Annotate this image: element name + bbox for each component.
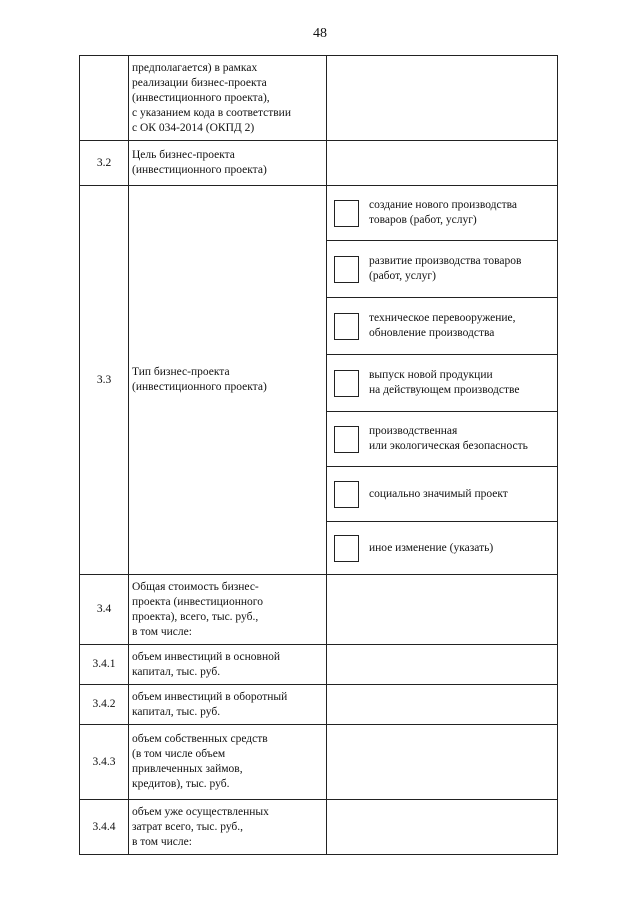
- option-label: техническое перевооружение, обновление производства: [369, 312, 516, 339]
- row-label: предполагается) в рамках реализации бизнес-проекта (инвестиционного проекта), с указанием кода в соответствии с ОК 034-2014 (ОКПД 2): [129, 56, 327, 141]
- checkbox[interactable]: [334, 535, 359, 562]
- project-type-option[interactable]: [327, 355, 557, 412]
- option-label: развитие производства товаров (работ, услуг): [369, 255, 522, 282]
- checkbox[interactable]: [334, 370, 359, 397]
- project-type-option[interactable]: [327, 186, 557, 241]
- checkbox[interactable]: [334, 200, 359, 227]
- row-number: 3.4.2: [80, 685, 129, 725]
- row-value-field[interactable]: [327, 575, 558, 645]
- table-row: [80, 645, 558, 685]
- project-type-option[interactable]: [327, 298, 557, 355]
- page-number: 48: [313, 26, 327, 41]
- checkbox[interactable]: [334, 256, 359, 283]
- row-label: объем инвестиций в оборотный капитал, тыс. руб.: [129, 685, 327, 725]
- checkbox[interactable]: [334, 481, 359, 508]
- row-value-field[interactable]: [327, 56, 558, 141]
- option-label: социально значимый проект: [369, 487, 508, 500]
- table-row: [80, 725, 558, 800]
- row-label: объем собственных средств (в том числе объем привлеченных займов, кредитов), тыс. руб.: [129, 725, 327, 800]
- row-number: 3.4: [80, 575, 129, 645]
- business-project-form-table: [79, 55, 558, 855]
- option-label: иное изменение (указать): [369, 541, 494, 554]
- project-type-options: [327, 186, 558, 575]
- option-label: производственная или экологическая безопасность: [369, 425, 528, 452]
- row-value-field[interactable]: [327, 725, 558, 800]
- table-row: [80, 141, 558, 186]
- project-type-option[interactable]: [327, 467, 557, 522]
- project-type-option[interactable]: [327, 522, 557, 574]
- project-type-option[interactable]: [327, 241, 557, 298]
- row-value-field[interactable]: [327, 645, 558, 685]
- table-row: [80, 800, 558, 855]
- row-number: 3.4.3: [80, 725, 129, 800]
- project-type-option[interactable]: [327, 412, 557, 467]
- checkbox[interactable]: [334, 426, 359, 453]
- row-label: объем уже осуществленных затрат всего, тыс. руб., в том числе:: [129, 800, 327, 855]
- row-label: Тип бизнес-проекта (инвестиционного проекта): [129, 186, 327, 575]
- row-value-field[interactable]: [327, 685, 558, 725]
- row-number: 3.2: [80, 141, 129, 186]
- row-number: 3.4.1: [80, 645, 129, 685]
- row-label: Цель бизнес-проекта (инвестиционного проекта): [129, 141, 327, 186]
- table-row: [80, 56, 558, 141]
- table-row: [80, 685, 558, 725]
- option-label: создание нового производства товаров (работ, услуг): [369, 199, 517, 226]
- checkbox[interactable]: [334, 313, 359, 340]
- row-label: Общая стоимость бизнес- проекта (инвестиционного проекта), всего, тыс. руб., в том числе:: [129, 575, 327, 645]
- row-label: объем инвестиций в основной капитал, тыс. руб.: [129, 645, 327, 685]
- row-value-field[interactable]: [327, 141, 558, 186]
- row-number: [80, 56, 129, 141]
- row-number: 3.4.4: [80, 800, 129, 855]
- row-number: 3.3: [80, 186, 129, 575]
- table-row-project-type: [80, 186, 558, 575]
- row-value-field[interactable]: [327, 800, 558, 855]
- option-label: выпуск новой продукции на действующем производстве: [369, 369, 520, 396]
- table-row: [80, 575, 558, 645]
